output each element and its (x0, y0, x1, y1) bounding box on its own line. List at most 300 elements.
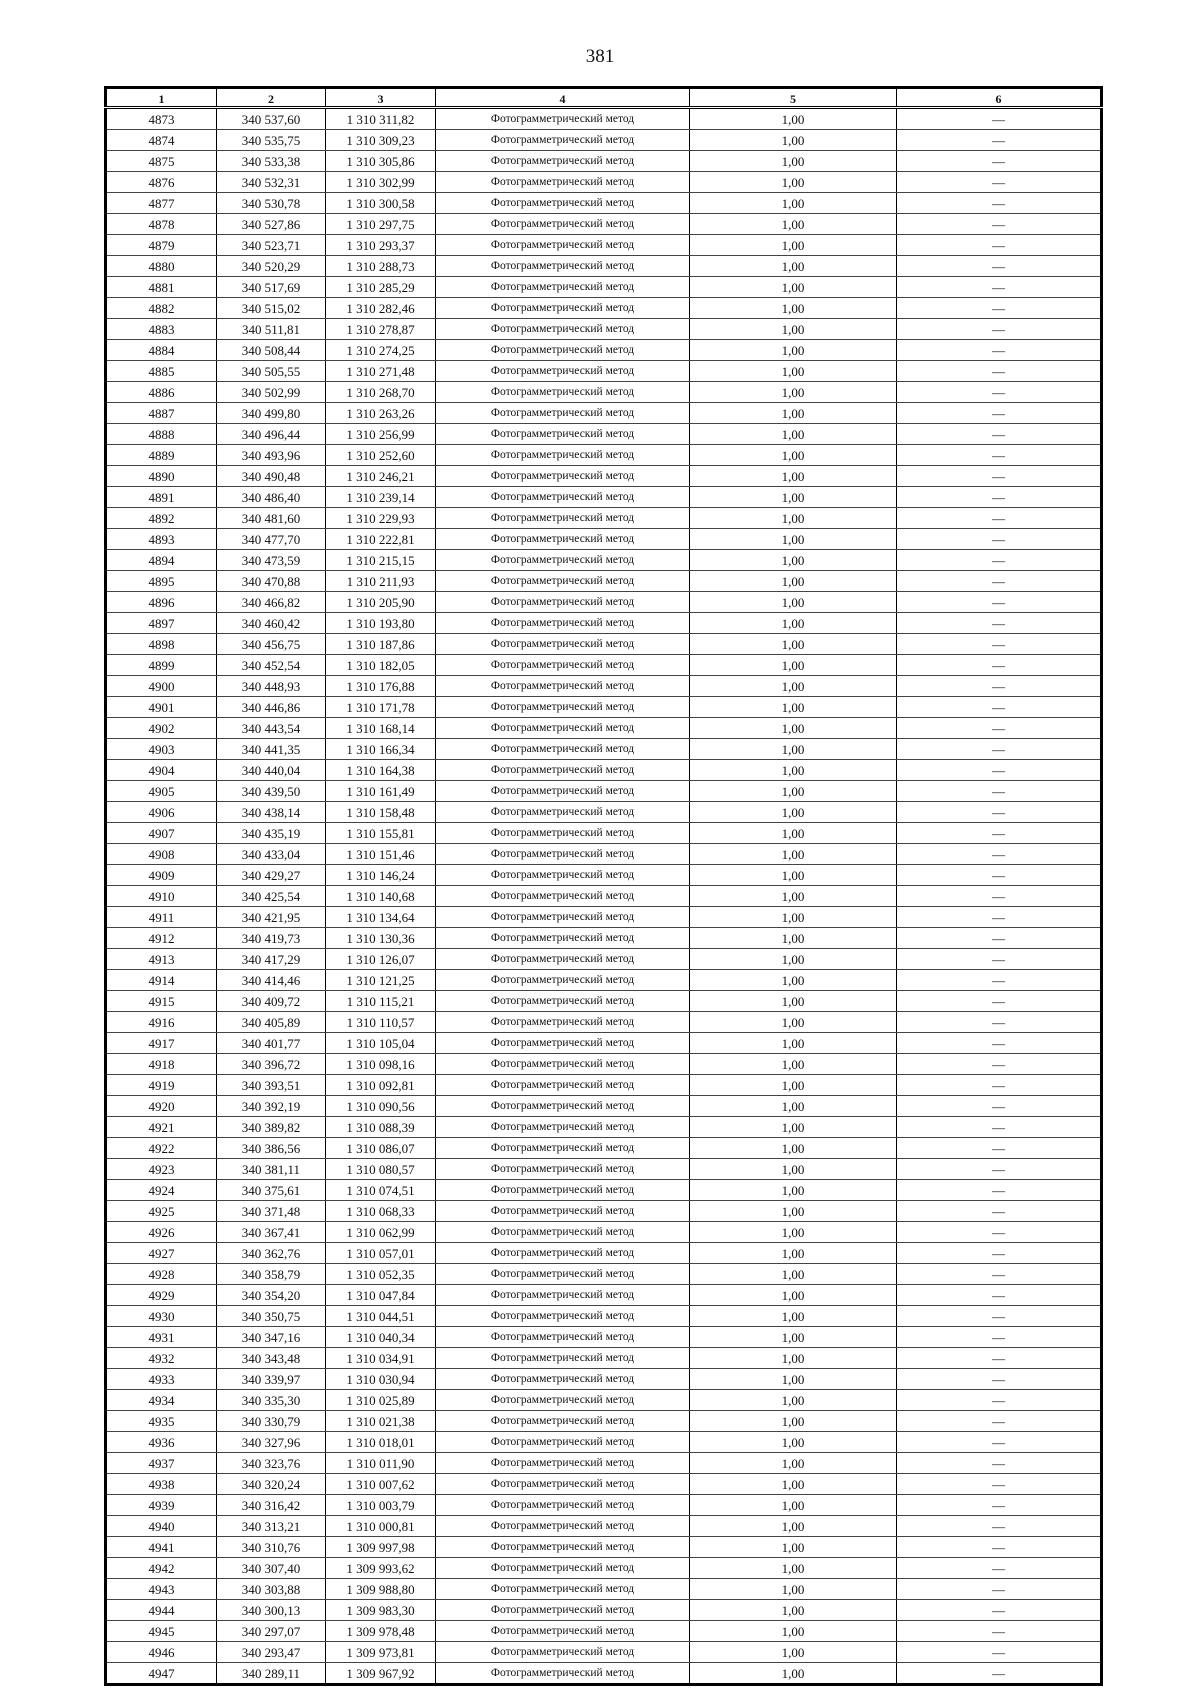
cell-coord-x: 340 527,86 (217, 214, 326, 235)
cell-accuracy: 1,00 (690, 1411, 897, 1432)
cell-coord-x: 340 327,96 (217, 1432, 326, 1453)
cell-coord-y: 1 310 274,25 (326, 340, 436, 361)
cell-accuracy: 1,00 (690, 193, 897, 214)
cell-point-number: 4912 (106, 928, 217, 949)
cell-method: Фотограмметрический метод (436, 991, 690, 1012)
cell-coord-x: 340 354,20 (217, 1285, 326, 1306)
cell-accuracy: 1,00 (690, 340, 897, 361)
cell-coord-y: 1 310 130,36 (326, 928, 436, 949)
cell-point-number: 4892 (106, 508, 217, 529)
cell-method: Фотограмметрический метод (436, 1621, 690, 1642)
table-row (106, 571, 1102, 592)
table-row (106, 1348, 1102, 1369)
cell-accuracy: 1,00 (690, 550, 897, 571)
cell-accuracy: 1,00 (690, 445, 897, 466)
table-row (106, 1201, 1102, 1222)
cell-method: Фотограмметрический метод (436, 424, 690, 445)
cell-accuracy: 1,00 (690, 424, 897, 445)
cell-method: Фотограмметрический метод (436, 949, 690, 970)
cell-accuracy: 1,00 (690, 466, 897, 487)
table-row (106, 718, 1102, 739)
cell-note: — (897, 1012, 1102, 1033)
cell-method: Фотограмметрический метод (436, 235, 690, 256)
cell-note: — (897, 1201, 1102, 1222)
cell-accuracy: 1,00 (690, 277, 897, 298)
cell-method: Фотограмметрический метод (436, 1579, 690, 1600)
cell-coord-y: 1 310 252,60 (326, 445, 436, 466)
cell-note: — (897, 550, 1102, 571)
cell-coord-x: 340 433,04 (217, 844, 326, 865)
cell-coord-y: 1 310 193,80 (326, 613, 436, 634)
cell-note: — (897, 1327, 1102, 1348)
cell-note: — (897, 928, 1102, 949)
cell-coord-x: 340 417,29 (217, 949, 326, 970)
table-row (106, 214, 1102, 235)
cell-point-number: 4911 (106, 907, 217, 928)
table-row (106, 361, 1102, 382)
cell-point-number: 4946 (106, 1642, 217, 1663)
table-row (106, 1579, 1102, 1600)
cell-accuracy: 1,00 (690, 1663, 897, 1685)
cell-accuracy: 1,00 (690, 613, 897, 634)
cell-accuracy: 1,00 (690, 1264, 897, 1285)
cell-accuracy: 1,00 (690, 655, 897, 676)
cell-method: Фотограмметрический метод (436, 529, 690, 550)
table-row (106, 1222, 1102, 1243)
cell-method: Фотограмметрический метод (436, 1222, 690, 1243)
cell-coord-x: 340 481,60 (217, 508, 326, 529)
cell-note: — (897, 1516, 1102, 1537)
cell-coord-y: 1 310 057,01 (326, 1243, 436, 1264)
cell-coord-x: 340 508,44 (217, 340, 326, 361)
cell-coord-x: 340 396,72 (217, 1054, 326, 1075)
cell-coord-x: 340 386,56 (217, 1138, 326, 1159)
cell-note: — (897, 1390, 1102, 1411)
cell-method: Фотограмметрический метод (436, 739, 690, 760)
cell-coord-x: 340 316,42 (217, 1495, 326, 1516)
table-row (106, 1663, 1102, 1685)
cell-coord-x: 340 362,76 (217, 1243, 326, 1264)
cell-coord-y: 1 310 187,86 (326, 634, 436, 655)
cell-note: — (897, 1432, 1102, 1453)
cell-coord-y: 1 310 168,14 (326, 718, 436, 739)
cell-note: — (897, 1264, 1102, 1285)
cell-note: — (897, 1453, 1102, 1474)
table-row (106, 340, 1102, 361)
cell-coord-y: 1 310 140,68 (326, 886, 436, 907)
cell-coord-y: 1 310 052,35 (326, 1264, 436, 1285)
cell-coord-y: 1 310 176,88 (326, 676, 436, 697)
cell-coord-y: 1 310 311,82 (326, 108, 436, 130)
cell-coord-y: 1 310 305,86 (326, 151, 436, 172)
cell-coord-x: 340 409,72 (217, 991, 326, 1012)
cell-point-number: 4922 (106, 1138, 217, 1159)
cell-point-number: 4940 (106, 1516, 217, 1537)
cell-method: Фотограмметрический метод (436, 760, 690, 781)
cell-accuracy: 1,00 (690, 1390, 897, 1411)
table-row (106, 550, 1102, 571)
table-row (106, 108, 1102, 130)
cell-point-number: 4885 (106, 361, 217, 382)
cell-coord-x: 340 535,75 (217, 130, 326, 151)
cell-note: — (897, 235, 1102, 256)
cell-coord-y: 1 310 263,26 (326, 403, 436, 424)
table-row (106, 844, 1102, 865)
cell-note: — (897, 697, 1102, 718)
cell-coord-y: 1 310 278,87 (326, 319, 436, 340)
cell-method: Фотограмметрический метод (436, 1348, 690, 1369)
cell-point-number: 4941 (106, 1537, 217, 1558)
cell-note: — (897, 403, 1102, 424)
cell-coord-y: 1 310 211,93 (326, 571, 436, 592)
cell-note: — (897, 108, 1102, 130)
cell-point-number: 4904 (106, 760, 217, 781)
cell-point-number: 4878 (106, 214, 217, 235)
cell-method: Фотограмметрический метод (436, 1201, 690, 1222)
cell-method: Фотограмметрический метод (436, 1600, 690, 1621)
cell-method: Фотограмметрический метод (436, 466, 690, 487)
table-row (106, 697, 1102, 718)
table-row (106, 487, 1102, 508)
cell-point-number: 4905 (106, 781, 217, 802)
cell-point-number: 4876 (106, 172, 217, 193)
cell-point-number: 4875 (106, 151, 217, 172)
cell-note: — (897, 1243, 1102, 1264)
cell-point-number: 4927 (106, 1243, 217, 1264)
cell-coord-x: 340 517,69 (217, 277, 326, 298)
cell-note: — (897, 382, 1102, 403)
cell-note: — (897, 886, 1102, 907)
cell-coord-x: 340 473,59 (217, 550, 326, 571)
cell-coord-y: 1 309 993,62 (326, 1558, 436, 1579)
table-row (106, 130, 1102, 151)
cell-coord-y: 1 310 182,05 (326, 655, 436, 676)
table-row (106, 739, 1102, 760)
cell-point-number: 4913 (106, 949, 217, 970)
table-row (106, 1537, 1102, 1558)
cell-method: Фотограмметрический метод (436, 1138, 690, 1159)
cell-accuracy: 1,00 (690, 1600, 897, 1621)
cell-note: — (897, 571, 1102, 592)
column-header-1: 1 (106, 88, 217, 108)
cell-method: Фотограмметрический метод (436, 1054, 690, 1075)
cell-point-number: 4890 (106, 466, 217, 487)
table-row (106, 1600, 1102, 1621)
cell-accuracy: 1,00 (690, 991, 897, 1012)
cell-note: — (897, 1663, 1102, 1685)
cell-method: Фотограмметрический метод (436, 1663, 690, 1685)
cell-method: Фотограмметрический метод (436, 697, 690, 718)
cell-note: — (897, 508, 1102, 529)
cell-coord-y: 1 310 007,62 (326, 1474, 436, 1495)
cell-point-number: 4918 (106, 1054, 217, 1075)
cell-accuracy: 1,00 (690, 487, 897, 508)
cell-method: Фотограмметрический метод (436, 1180, 690, 1201)
cell-point-number: 4917 (106, 1033, 217, 1054)
cell-point-number: 4906 (106, 802, 217, 823)
cell-coord-x: 340 486,40 (217, 487, 326, 508)
cell-coord-x: 340 429,27 (217, 865, 326, 886)
table-row (106, 802, 1102, 823)
table-row (106, 1033, 1102, 1054)
cell-method: Фотограмметрический метод (436, 1117, 690, 1138)
cell-note: — (897, 256, 1102, 277)
cell-note: — (897, 1159, 1102, 1180)
cell-accuracy: 1,00 (690, 1096, 897, 1117)
cell-coord-x: 340 375,61 (217, 1180, 326, 1201)
cell-point-number: 4935 (106, 1411, 217, 1432)
cell-coord-x: 340 440,04 (217, 760, 326, 781)
cell-method: Фотограмметрический метод (436, 718, 690, 739)
cell-point-number: 4881 (106, 277, 217, 298)
cell-method: Фотограмметрический метод (436, 1327, 690, 1348)
cell-coord-x: 340 448,93 (217, 676, 326, 697)
cell-accuracy: 1,00 (690, 1474, 897, 1495)
cell-coord-x: 340 392,19 (217, 1096, 326, 1117)
cell-coord-y: 1 310 040,34 (326, 1327, 436, 1348)
cell-coord-y: 1 310 285,29 (326, 277, 436, 298)
cell-coord-y: 1 310 288,73 (326, 256, 436, 277)
cell-point-number: 4891 (106, 487, 217, 508)
cell-note: — (897, 529, 1102, 550)
cell-note: — (897, 1180, 1102, 1201)
cell-coord-y: 1 310 047,84 (326, 1285, 436, 1306)
cell-note: — (897, 1054, 1102, 1075)
cell-accuracy: 1,00 (690, 1453, 897, 1474)
cell-coord-x: 340 297,07 (217, 1621, 326, 1642)
cell-accuracy: 1,00 (690, 1537, 897, 1558)
cell-coord-y: 1 310 134,64 (326, 907, 436, 928)
cell-coord-x: 340 393,51 (217, 1075, 326, 1096)
cell-accuracy: 1,00 (690, 718, 897, 739)
table-row (106, 1243, 1102, 1264)
cell-coord-y: 1 310 293,37 (326, 235, 436, 256)
table-row (106, 760, 1102, 781)
cell-method: Фотограмметрический метод (436, 1495, 690, 1516)
cell-coord-x: 340 443,54 (217, 718, 326, 739)
cell-point-number: 4880 (106, 256, 217, 277)
table-row (106, 1495, 1102, 1516)
cell-coord-y: 1 310 030,94 (326, 1369, 436, 1390)
cell-method: Фотограмметрический метод (436, 1033, 690, 1054)
cell-coord-x: 340 446,86 (217, 697, 326, 718)
cell-accuracy: 1,00 (690, 298, 897, 319)
cell-point-number: 4873 (106, 108, 217, 130)
cell-note: — (897, 172, 1102, 193)
cell-method: Фотограмметрический метод (436, 214, 690, 235)
cell-note: — (897, 1642, 1102, 1663)
cell-method: Фотограмметрический метод (436, 1516, 690, 1537)
cell-accuracy: 1,00 (690, 1075, 897, 1096)
cell-coord-y: 1 310 215,15 (326, 550, 436, 571)
table-row (106, 613, 1102, 634)
cell-point-number: 4919 (106, 1075, 217, 1096)
cell-accuracy: 1,00 (690, 1369, 897, 1390)
cell-coord-y: 1 310 021,38 (326, 1411, 436, 1432)
cell-point-number: 4939 (106, 1495, 217, 1516)
cell-note: — (897, 613, 1102, 634)
cell-point-number: 4915 (106, 991, 217, 1012)
cell-accuracy: 1,00 (690, 1495, 897, 1516)
cell-accuracy: 1,00 (690, 361, 897, 382)
table-row (106, 928, 1102, 949)
cell-point-number: 4907 (106, 823, 217, 844)
cell-note: — (897, 1495, 1102, 1516)
table-row (106, 277, 1102, 298)
cell-point-number: 4898 (106, 634, 217, 655)
cell-point-number: 4889 (106, 445, 217, 466)
cell-note: — (897, 214, 1102, 235)
cell-point-number: 4908 (106, 844, 217, 865)
table-row (106, 1054, 1102, 1075)
table-row (106, 1159, 1102, 1180)
cell-coord-x: 340 533,38 (217, 151, 326, 172)
cell-accuracy: 1,00 (690, 571, 897, 592)
cell-point-number: 4921 (106, 1117, 217, 1138)
cell-coord-y: 1 310 151,46 (326, 844, 436, 865)
cell-method: Фотограмметрический метод (436, 151, 690, 172)
cell-accuracy: 1,00 (690, 1117, 897, 1138)
cell-coord-y: 1 310 158,48 (326, 802, 436, 823)
cell-note: — (897, 1621, 1102, 1642)
cell-method: Фотограмметрический метод (436, 592, 690, 613)
cell-point-number: 4900 (106, 676, 217, 697)
cell-coord-x: 340 496,44 (217, 424, 326, 445)
cell-note: — (897, 424, 1102, 445)
cell-coord-y: 1 310 025,89 (326, 1390, 436, 1411)
cell-method: Фотограмметрический метод (436, 613, 690, 634)
cell-note: — (897, 1369, 1102, 1390)
cell-coord-x: 340 441,35 (217, 739, 326, 760)
cell-coord-x: 340 343,48 (217, 1348, 326, 1369)
cell-point-number: 4925 (106, 1201, 217, 1222)
cell-note: — (897, 907, 1102, 928)
cell-point-number: 4943 (106, 1579, 217, 1600)
cell-note: — (897, 130, 1102, 151)
cell-coord-y: 1 310 166,34 (326, 739, 436, 760)
cell-method: Фотограмметрический метод (436, 1453, 690, 1474)
cell-method: Фотограмметрический метод (436, 361, 690, 382)
table-row (106, 1285, 1102, 1306)
table-row (106, 781, 1102, 802)
table-row (106, 1096, 1102, 1117)
cell-point-number: 4923 (106, 1159, 217, 1180)
cell-point-number: 4899 (106, 655, 217, 676)
cell-method: Фотограмметрический метод (436, 108, 690, 130)
cell-note: — (897, 1579, 1102, 1600)
table-row (106, 1474, 1102, 1495)
cell-accuracy: 1,00 (690, 1621, 897, 1642)
cell-point-number: 4936 (106, 1432, 217, 1453)
cell-method: Фотограмметрический метод (436, 487, 690, 508)
cell-coord-y: 1 310 309,23 (326, 130, 436, 151)
cell-accuracy: 1,00 (690, 1012, 897, 1033)
table-row (106, 1558, 1102, 1579)
cell-method: Фотограмметрический метод (436, 781, 690, 802)
cell-coord-y: 1 310 297,75 (326, 214, 436, 235)
table-row (106, 1264, 1102, 1285)
cell-point-number: 4883 (106, 319, 217, 340)
cell-method: Фотограмметрический метод (436, 340, 690, 361)
cell-coord-y: 1 310 171,78 (326, 697, 436, 718)
cell-accuracy: 1,00 (690, 844, 897, 865)
table-row (106, 1306, 1102, 1327)
cell-point-number: 4938 (106, 1474, 217, 1495)
cell-accuracy: 1,00 (690, 1180, 897, 1201)
cell-coord-y: 1 310 121,25 (326, 970, 436, 991)
cell-accuracy: 1,00 (690, 1222, 897, 1243)
table-row (106, 1621, 1102, 1642)
cell-coord-x: 340 310,76 (217, 1537, 326, 1558)
cell-coord-x: 340 335,30 (217, 1390, 326, 1411)
cell-coord-y: 1 309 973,81 (326, 1642, 436, 1663)
cell-point-number: 4902 (106, 718, 217, 739)
cell-coord-x: 340 350,75 (217, 1306, 326, 1327)
cell-method: Фотограмметрический метод (436, 130, 690, 151)
table-row (106, 529, 1102, 550)
cell-note: — (897, 361, 1102, 382)
cell-coord-x: 340 439,50 (217, 781, 326, 802)
cell-accuracy: 1,00 (690, 108, 897, 130)
cell-method: Фотограмметрический метод (436, 844, 690, 865)
cell-note: — (897, 319, 1102, 340)
cell-coord-y: 1 310 115,21 (326, 991, 436, 1012)
cell-coord-x: 340 530,78 (217, 193, 326, 214)
cell-coord-y: 1 310 222,81 (326, 529, 436, 550)
cell-accuracy: 1,00 (690, 319, 897, 340)
cell-accuracy: 1,00 (690, 214, 897, 235)
table-row (106, 298, 1102, 319)
cell-accuracy: 1,00 (690, 1285, 897, 1306)
table-row (106, 1138, 1102, 1159)
cell-note: — (897, 1138, 1102, 1159)
cell-accuracy: 1,00 (690, 634, 897, 655)
cell-coord-x: 340 303,88 (217, 1579, 326, 1600)
cell-coord-x: 340 389,82 (217, 1117, 326, 1138)
cell-method: Фотограмметрический метод (436, 1411, 690, 1432)
cell-coord-y: 1 310 018,01 (326, 1432, 436, 1453)
cell-coord-x: 340 523,71 (217, 235, 326, 256)
page-number: 381 (585, 46, 615, 67)
cell-coord-y: 1 310 246,21 (326, 466, 436, 487)
cell-coord-x: 340 421,95 (217, 907, 326, 928)
cell-method: Фотограмметрический метод (436, 634, 690, 655)
cell-point-number: 4926 (106, 1222, 217, 1243)
cell-note: — (897, 781, 1102, 802)
cell-point-number: 4877 (106, 193, 217, 214)
cell-coord-y: 1 310 126,07 (326, 949, 436, 970)
cell-coord-x: 340 493,96 (217, 445, 326, 466)
cell-coord-x: 340 511,81 (217, 319, 326, 340)
cell-coord-x: 340 371,48 (217, 1201, 326, 1222)
cell-coord-x: 340 289,11 (217, 1663, 326, 1685)
table-row (106, 970, 1102, 991)
cell-note: — (897, 340, 1102, 361)
cell-coord-x: 340 502,99 (217, 382, 326, 403)
cell-note: — (897, 844, 1102, 865)
cell-point-number: 4933 (106, 1369, 217, 1390)
cell-coord-x: 340 401,77 (217, 1033, 326, 1054)
cell-coord-y: 1 310 090,56 (326, 1096, 436, 1117)
cell-point-number: 4928 (106, 1264, 217, 1285)
cell-accuracy: 1,00 (690, 1243, 897, 1264)
cell-method: Фотограмметрический метод (436, 1390, 690, 1411)
cell-coord-y: 1 310 080,57 (326, 1159, 436, 1180)
cell-note: — (897, 1600, 1102, 1621)
cell-coord-x: 340 339,97 (217, 1369, 326, 1390)
cell-point-number: 4897 (106, 613, 217, 634)
cell-coord-y: 1 310 105,04 (326, 1033, 436, 1054)
